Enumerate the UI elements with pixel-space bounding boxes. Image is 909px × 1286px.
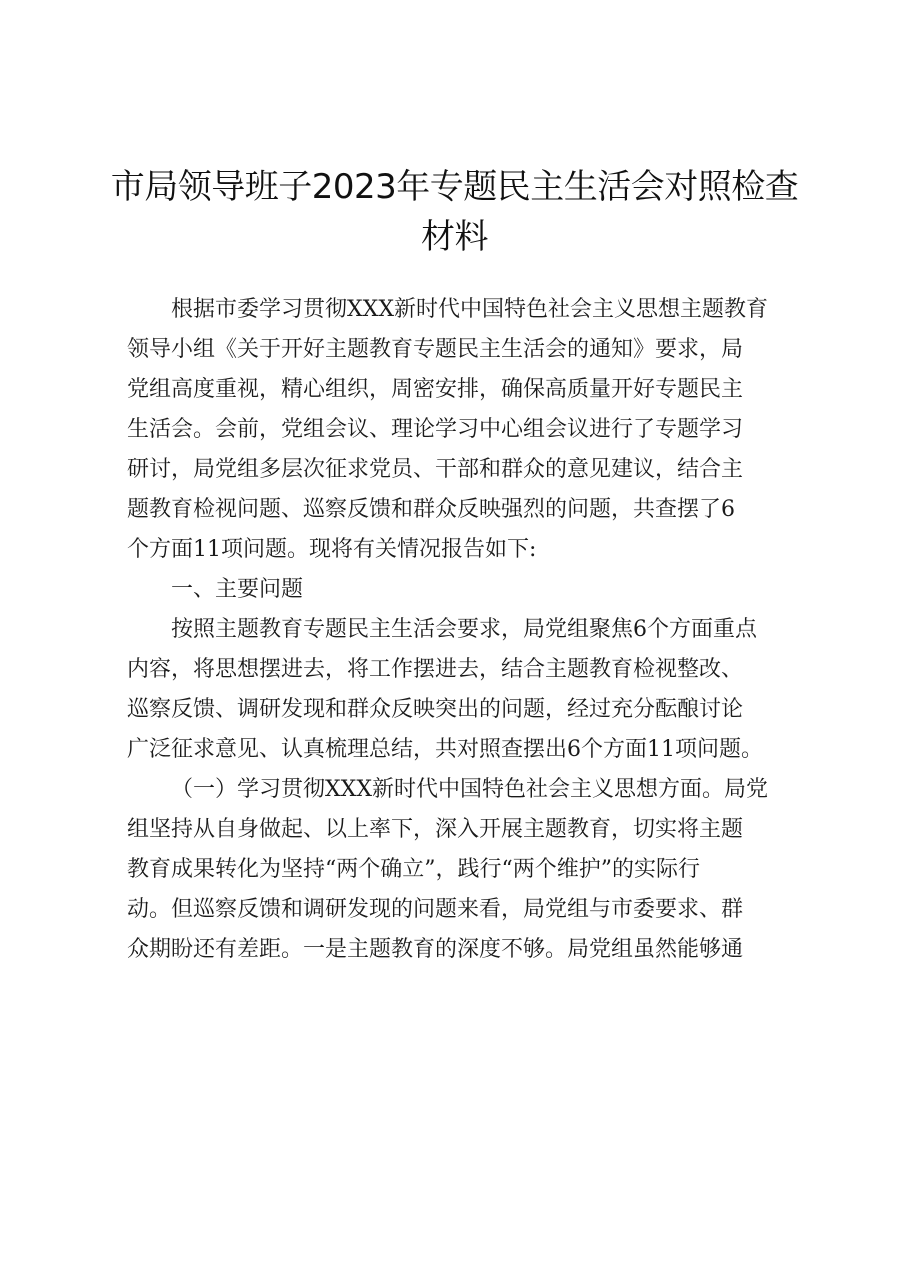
paragraph-section-line-4: 广泛征求意见、认真梳理总结，共对照查摆出6个方面11项问题。 [127, 737, 763, 762]
paragraph-intro-line-3: 党组高度重视，精心组织，周密安排，确保高质量开好专题民主 [127, 377, 744, 402]
paragraph-item-one-line-4: 动。但巡察反馈和调研发现的问题来看，局党组与市委要求、群 [127, 897, 744, 922]
paragraph-item-one-line-5: 众期盼还有差距。一是主题教育的深度不够。局党组虽然能够通 [127, 937, 744, 962]
paragraph-section-line-3: 巡察反馈、调研发现和群众反映突出的问题，经过充分酝酿讨论 [127, 697, 744, 722]
paragraph-item-one-line-1: （一）学习贯彻XXX新时代中国特色社会主义思想方面。局党 [171, 777, 768, 802]
paragraph-intro-line-5: 研讨，局党组多层次征求党员、干部和群众的意见建议，结合主 [127, 457, 744, 482]
paragraph-item-one-line-3: 教育成果转化为坚持“两个确立”，践行“两个维护”的实际行 [127, 857, 700, 882]
paragraph-intro-line-7: 个方面11项问题。现将有关情况报告如下: [127, 537, 537, 562]
title-line-1: 市局领导班子2023年专题民主生活会对照检查 [110, 167, 799, 207]
paragraph-intro-line-1: 根据市委学习贯彻XXX新时代中国特色社会主义思想主题教育 [171, 297, 768, 322]
title-line-2: 材料 [421, 217, 488, 257]
paragraph-section-line-1: 按照主题教育专题民主生活会要求，局党组聚焦6个方面重点 [171, 617, 757, 642]
document-body [127, 290, 822, 970]
paragraph-intro-line-2: 领导小组《关于开好主题教育专题民主生活会的通知》要求，局 [127, 337, 744, 362]
section-heading: 一、主要问题 [171, 577, 304, 602]
paragraph-section-line-2: 内容，将思想摆进去，将工作摆进去，结合主题教育检视整改、 [127, 657, 744, 682]
paragraph-item-one-line-2: 组坚持从自身做起、以上率下，深入开展主题教育，切实将主题 [127, 817, 744, 842]
paragraph-intro-line-4: 生活会。会前，党组会议、理论学习中心组会议进行了专题学习 [127, 417, 744, 442]
document-title [90, 162, 819, 262]
paragraph-intro-line-6: 题教育检视问题、巡察反馈和群众反映强烈的问题，共查摆了6 [127, 497, 735, 522]
